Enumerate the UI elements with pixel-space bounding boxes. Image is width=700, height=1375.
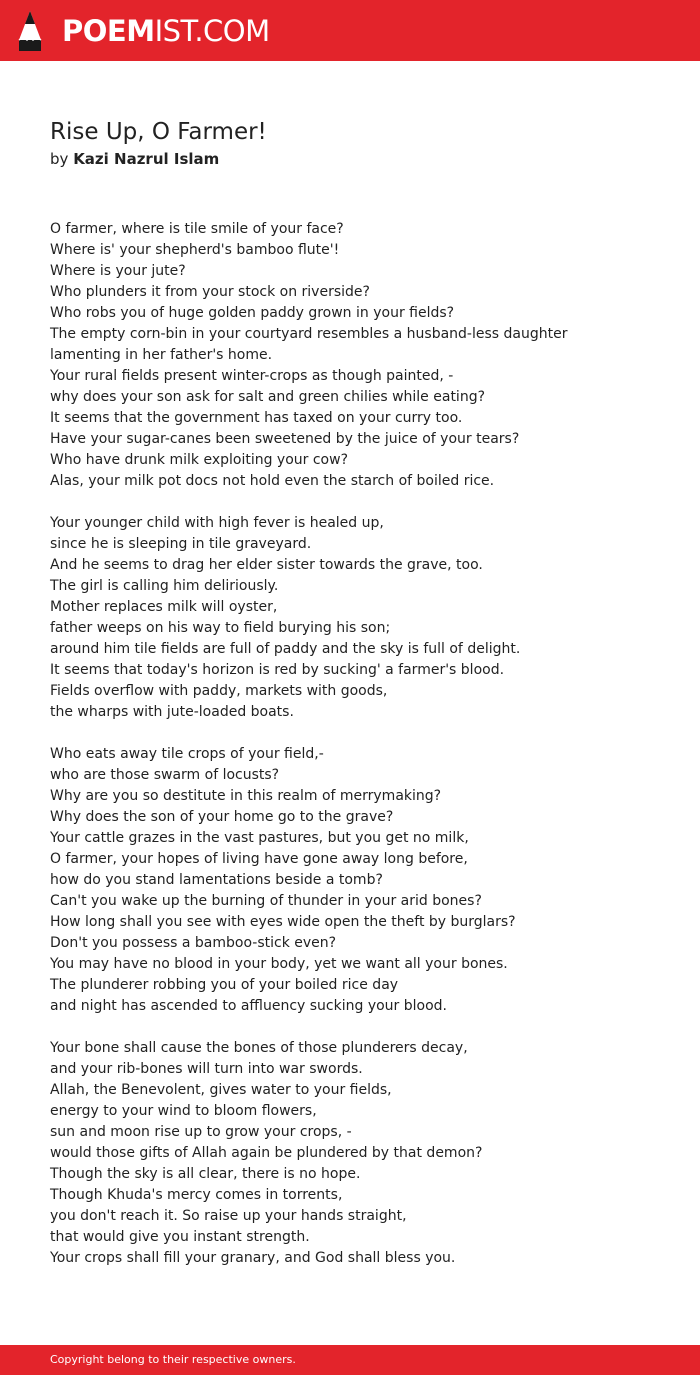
poem-line: Where is your jute? — [50, 263, 186, 279]
poem-line: You may have no blood in your body, yet we want all your bones. — [50, 956, 508, 972]
poem-line: sun and moon rise up to grow your crops, - — [50, 1124, 352, 1140]
poem-line: around him tile fields are full of paddy and the sky is full of delight. — [50, 641, 521, 657]
poem-line: Who have drunk milk exploiting your cow? — [50, 452, 348, 468]
poem-line: Though the sky is all clear, there is no hope. — [50, 1166, 361, 1182]
poem-line: who are those swarm of locusts? — [50, 767, 280, 783]
poem-line: Can't you wake up the burning of thunder in your arid bones? — [50, 893, 482, 909]
poem-line: The plunderer robbing you of your boiled rice day — [50, 977, 399, 993]
poem-line: It seems that the government has taxed on your curry too. — [50, 410, 463, 426]
poem-line: and your rib-bones will turn into war swords. — [50, 1061, 363, 1077]
poem-line: How long shall you see with eyes wide open the theft by burglars? — [50, 914, 516, 930]
poem-line: you don't reach it. So raise up your hands straight, — [50, 1208, 407, 1224]
poem-line: father weeps on his way to field burying his son; — [50, 620, 391, 636]
poem-line: Your rural fields present winter-crops as though painted, - — [50, 368, 454, 384]
copyright-notice: Copyright belong to their respective owners. — [50, 1353, 296, 1366]
poem-line: the wharps with jute-loaded boats. — [50, 704, 294, 720]
poem-line: since he is sleeping in tile graveyard. — [50, 536, 312, 552]
header-bar — [0, 0, 700, 61]
poem-line: and night has ascended to affluency sucking your blood. — [50, 998, 447, 1014]
by-label: by — [50, 150, 69, 168]
poem-line: Allah, the Benevolent, gives water to your fields, — [50, 1082, 392, 1098]
poem-line: Who plunders it from your stock on riverside? — [50, 284, 370, 300]
poem-line: Who eats away tile crops of your field,- — [50, 746, 324, 762]
poem-title: Rise Up, O Farmer! — [50, 119, 267, 145]
poem-line: Who robs you of huge golden paddy grown in your fields? — [50, 305, 455, 321]
poem-line: Don't you possess a bamboo-stick even? — [50, 935, 337, 951]
poem-line: that would give you instant strength. — [50, 1229, 310, 1245]
poem-line: O farmer, your hopes of living have gone away long before, — [50, 851, 468, 867]
poem-line: Why does the son of your home go to the grave? — [50, 809, 394, 825]
logo-light-text: IST.COM — [154, 14, 270, 48]
logo-bold-text: POEM — [62, 14, 155, 48]
poem-line: Why are you so destitute in this realm of merrymaking? — [50, 788, 442, 804]
poem-line: Your cattle grazes in the vast pastures, but you get no milk, — [50, 830, 469, 846]
stanza — [50, 1038, 650, 1269]
poem-line: Your bone shall cause the bones of those plunderers decay, — [50, 1040, 468, 1056]
poem-line: Have your sugar-canes been sweetened by the juice of your tears? — [50, 431, 520, 447]
poem-line: lamenting in her father's home. — [50, 347, 273, 363]
author-name: Kazi Nazrul Islam — [73, 150, 220, 168]
poem-line: energy to your wind to bloom flowers, — [50, 1103, 317, 1119]
poem-line: why does your son ask for salt and green chilies while eating? — [50, 389, 486, 405]
poem-line: Fields overflow with paddy, markets with goods, — [50, 683, 388, 699]
byline — [50, 148, 219, 170]
site-name — [62, 10, 270, 52]
poem-body — [50, 219, 650, 1290]
footer-bar — [0, 1345, 700, 1375]
poem-line: Your crops shall fill your granary, and God shall bless you. — [50, 1250, 456, 1266]
poem-line: Mother replaces milk will oyster, — [50, 599, 278, 615]
poem-line: And he seems to drag her elder sister towards the grave, too. — [50, 557, 483, 573]
poem-line: would those gifts of Allah again be plundered by that demon? — [50, 1145, 483, 1161]
site-logo[interactable] — [18, 10, 270, 52]
stanza — [50, 219, 650, 492]
pen-nib-icon — [18, 10, 42, 52]
poem-line: how do you stand lamentations beside a tomb? — [50, 872, 383, 888]
poem-line: Your younger child with high fever is healed up, — [50, 515, 384, 531]
poem-line: Alas, your milk pot docs not hold even the starch of boiled rice. — [50, 473, 495, 489]
poem-line: It seems that today's horizon is red by sucking' a farmer's blood. — [50, 662, 505, 678]
stanza — [50, 513, 650, 723]
poem-line: Where is' your shepherd's bamboo flute'! — [50, 242, 340, 258]
poem-line: Though Khuda's mercy comes in torrents, — [50, 1187, 343, 1203]
poem-line: O farmer, where is tile smile of your face? — [50, 221, 344, 237]
poem-line: The girl is calling him deliriously. — [50, 578, 279, 594]
poem-line: The empty corn-bin in your courtyard resembles a husband-less daughter — [50, 326, 568, 342]
stanza — [50, 744, 650, 1017]
